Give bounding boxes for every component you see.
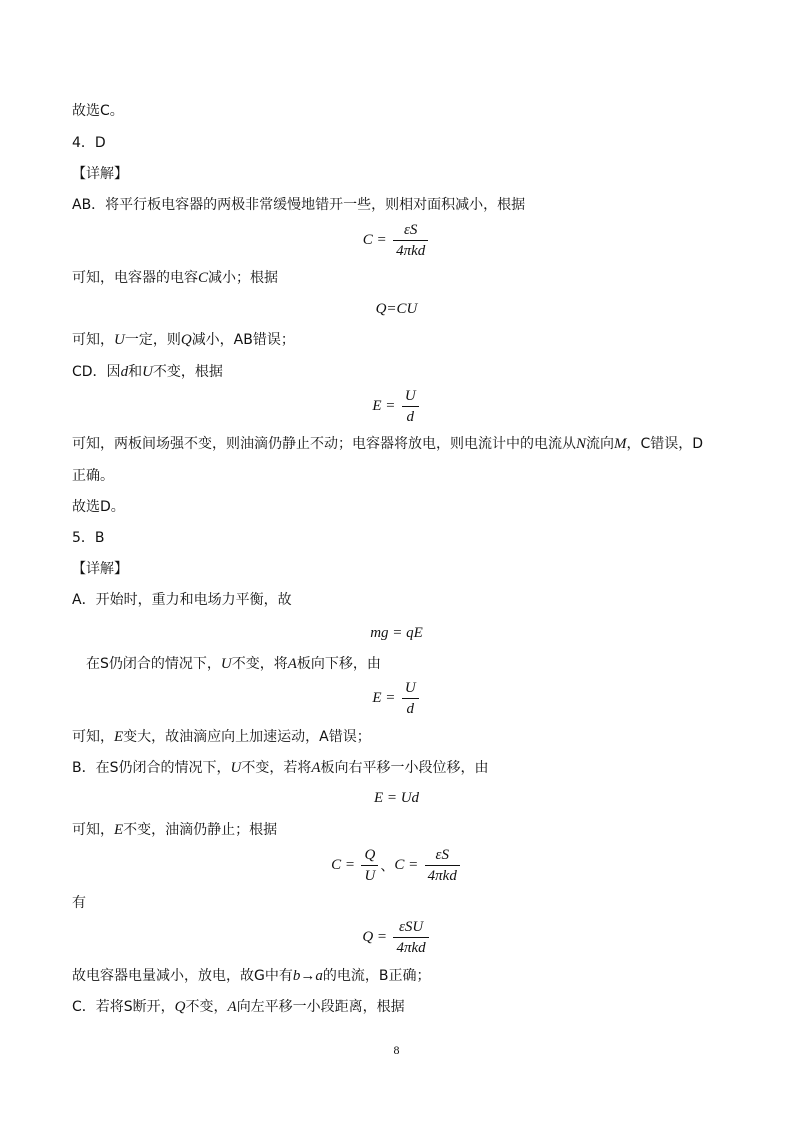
equation-field: E = $\frac{U}{d}$ (0, 386, 793, 427)
text-line: 有 (72, 895, 86, 911)
text-line: 故选C。 (72, 103, 124, 119)
page-number: 8 (393, 1043, 400, 1057)
text-line: 可知，E不变，油滴仍静止；根据 (72, 822, 278, 838)
text-line: A．开始时，重力和电场力平衡，故 (72, 592, 292, 608)
equation-field-2: E = $\frac{U}{d}$ (0, 678, 793, 719)
text-line: AB．将平行板电容器的两极非常缓慢地错开一些，则相对面积减小，根据 (72, 197, 526, 213)
text-line: C．若将S断开，Q不变，A向左平移一小段距离，根据 (72, 999, 405, 1015)
equation-charge: Q=CU (375, 301, 418, 317)
text-line: 在S仍闭合的情况下，U不变，将A板向下移，由 (86, 656, 381, 672)
section-heading: 【详解】 (72, 561, 128, 577)
equation-balance: mg = qE (370, 625, 423, 641)
question-answer-4: 4．D (72, 135, 106, 151)
text-line: 故选D。 (72, 499, 125, 515)
text-line: 正确。 (72, 468, 114, 484)
text-line: B．在S仍闭合的情况下，U不变，若将A板向右平移一小段位移，由 (72, 760, 489, 776)
text-line: 故电容器电量减小，放电，故G中有b→a的电流，B正确； (72, 968, 431, 984)
equation-field-3: E = Ud (373, 790, 420, 806)
text-line: CD．因d和U不变，根据 (72, 364, 223, 380)
equation-capacitance-2: C = $\frac{Q}{U}$ 、C = $\frac{\varepsilon S}{\text{4πkd}}$ (0, 845, 793, 886)
text-line: 可知，U一定，则Q减小，AB错误； (72, 332, 295, 348)
equation-capacitance: C = $\frac{\varepsilon S}{\text{4πkd}}$ (0, 220, 793, 261)
text-line: 可知，电容器的电容C减小；根据 (72, 270, 279, 286)
text-line: 可知，两板间场强不变，则油滴仍静止不动；电容器将放电，则电流计中的电流从N流向M，C错误，D (72, 436, 704, 452)
section-heading: 【详解】 (72, 166, 128, 182)
text-line: 可知，E变大，故油滴应向上加速运动，A错误； (72, 729, 371, 745)
question-answer-5: 5．B (72, 530, 105, 546)
equation-charge-2: Q = $\frac{\text{εSU}}{\text{4πkd}}$ (0, 917, 793, 958)
